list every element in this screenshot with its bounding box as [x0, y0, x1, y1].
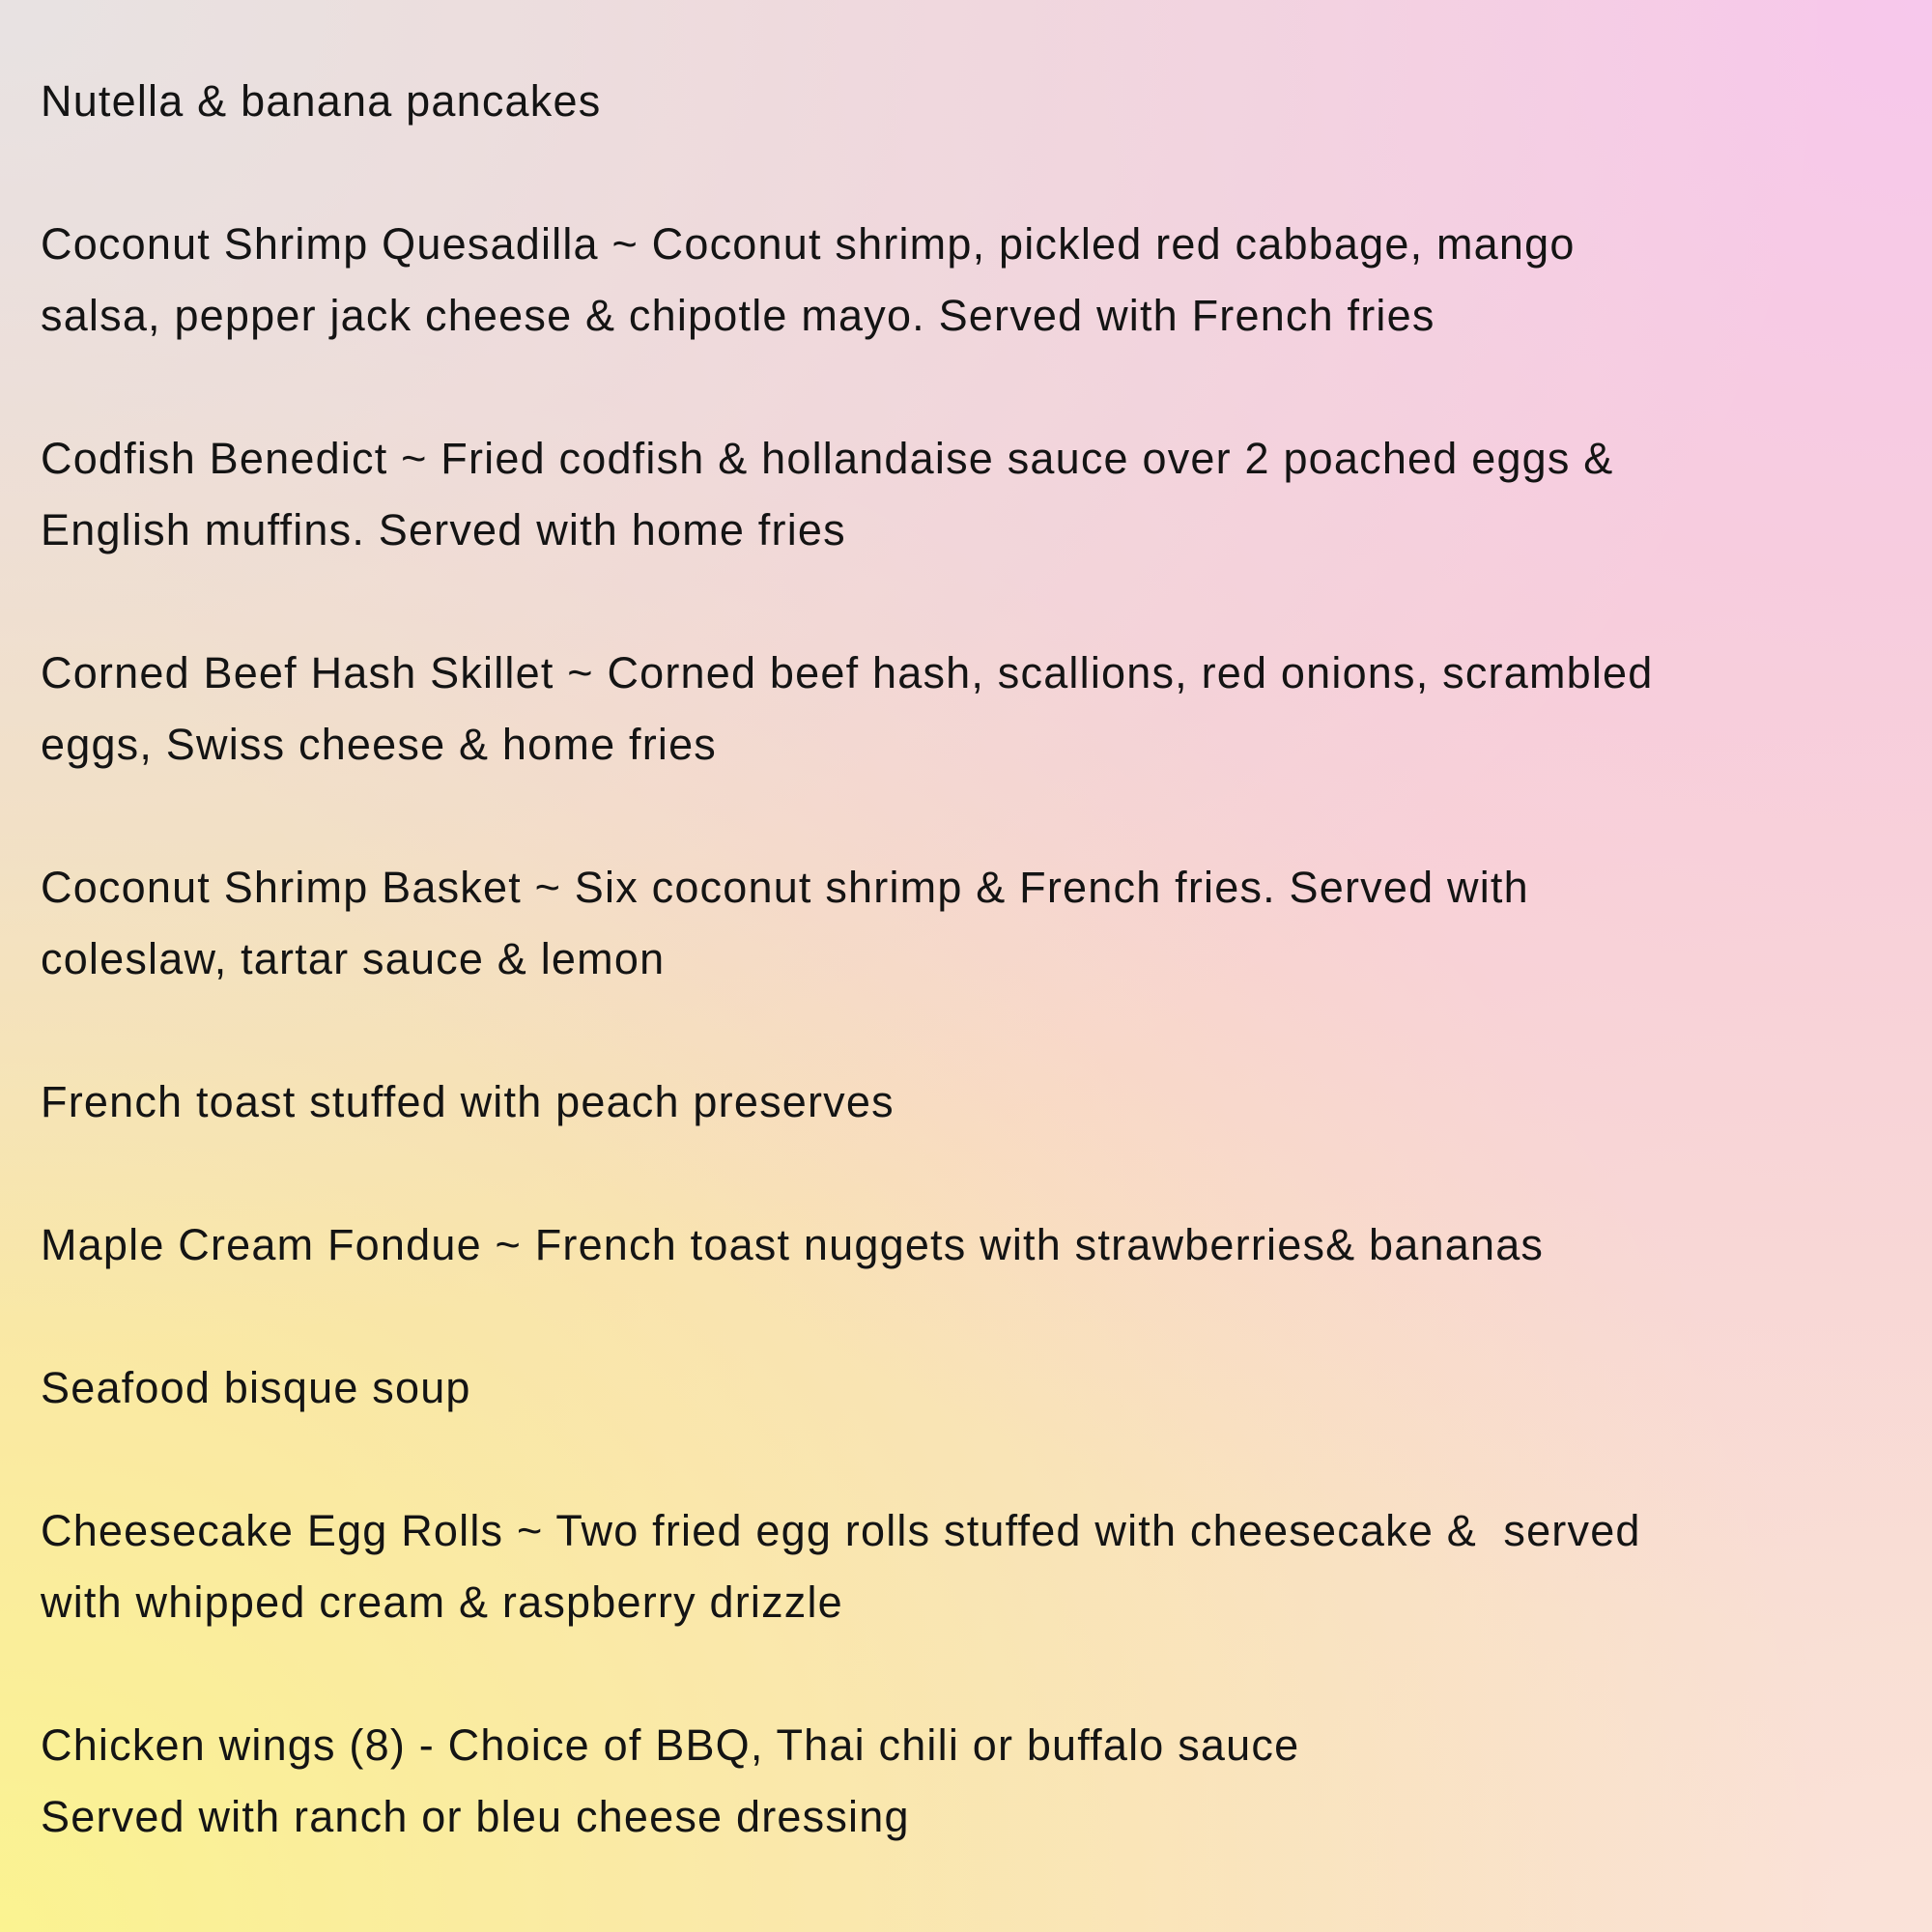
menu-item-line: Coconut Shrimp Basket ~ Six coconut shrimp & French fries. Served with [41, 863, 1529, 912]
menu-item-line: Chicken wings (8) - Choice of BBQ, Thai chili or buffalo sauce [41, 1720, 1300, 1770]
menu-item-line: Nutella & banana pancakes [41, 76, 602, 126]
menu-item-line: Corned Beef Hash Skillet ~ Corned beef hash, scallions, red onions, scrambled [41, 648, 1654, 697]
menu-item-line: Served with ranch or bleu cheese dressing [41, 1792, 910, 1841]
menu-item-line: French toast stuffed with peach preserves [41, 1077, 895, 1126]
menu-item-line: Seafood bisque soup [41, 1363, 471, 1412]
menu-item-line: English muffins. Served with home fries [41, 505, 846, 554]
menu-item-maple-cream-fondue [41, 1209, 1893, 1281]
menu-item-codfish-benedict [41, 423, 1893, 566]
menu-item-coconut-shrimp-basket [41, 852, 1893, 995]
menu-item-line: salsa, pepper jack cheese & chipotle mayo. Served with French fries [41, 291, 1435, 340]
menu-item-line: Cheesecake Egg Rolls ~ Two fried egg rolls stuffed with cheesecake & served [41, 1506, 1641, 1555]
menu-item-line: Codfish Benedict ~ Fried codfish & hollandaise sauce over 2 poached eggs & [41, 434, 1614, 483]
menu-item-line: coleslaw, tartar sauce & lemon [41, 934, 666, 983]
menu-item-corned-beef-hash-skillet [41, 638, 1893, 781]
menu-item-line: with whipped cream & raspberry drizzle [41, 1577, 843, 1627]
menu-item-chicken-wings [41, 1710, 1893, 1853]
menu-item-line: Maple Cream Fondue ~ French toast nuggets with strawberries& bananas [41, 1220, 1545, 1269]
menu-item-nutella-banana-pancakes [41, 66, 1893, 137]
menu-item-cheesecake-egg-rolls [41, 1495, 1893, 1638]
menu-item-line: Coconut Shrimp Quesadilla ~ Coconut shrimp, pickled red cabbage, mango [41, 219, 1576, 269]
menu-item-line: eggs, Swiss cheese & home fries [41, 720, 718, 769]
menu-item-coconut-shrimp-quesadilla [41, 209, 1893, 352]
menu-item-french-toast-peach [41, 1066, 1893, 1138]
menu-item-seafood-bisque-soup [41, 1352, 1893, 1424]
